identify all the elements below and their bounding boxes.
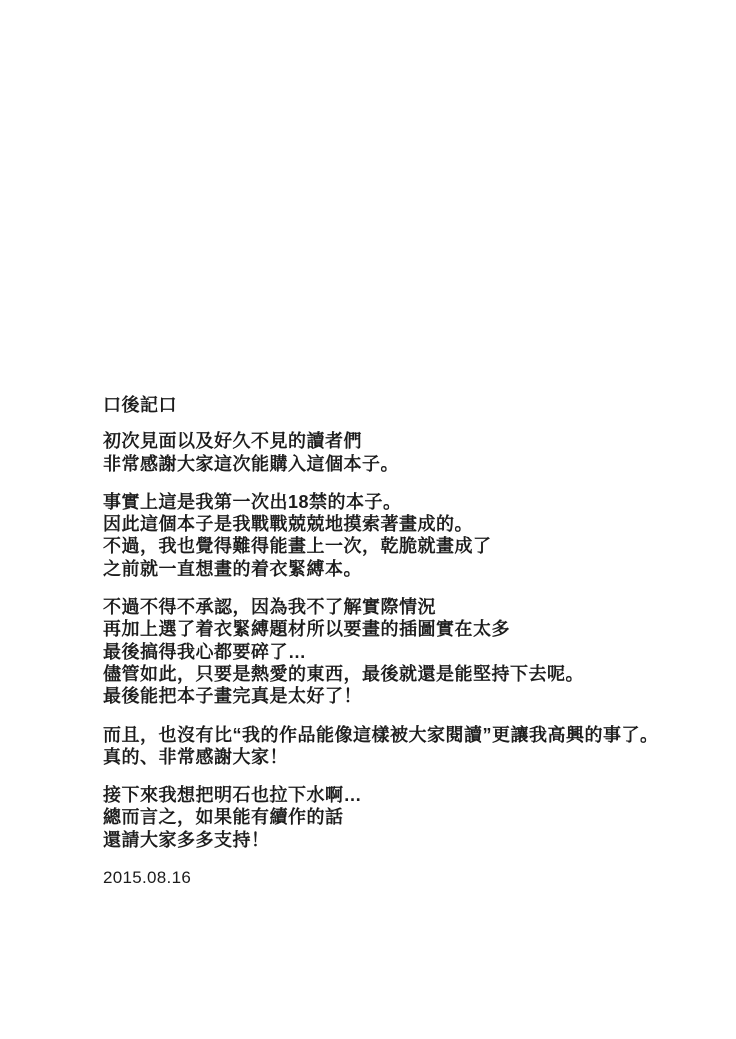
text-line: 總而言之，如果能有續作的話	[103, 807, 344, 828]
text-line: 再加上選了着衣緊縛題材所以要畫的插圖實在太多	[103, 619, 510, 640]
text-line: 因此這個本子是我戰戰兢兢地摸索著畫成的。	[103, 514, 473, 535]
paragraph-greeting	[103, 430, 693, 475]
text-line: 之前就一直想畫的着衣緊縛本。	[103, 558, 362, 579]
text-line: 接下來我想把明石也拉下水啊…	[103, 785, 362, 806]
text-line: 初次見面以及好久不見的讀者們	[103, 431, 362, 452]
date-line: 2015.08.16	[103, 868, 192, 888]
paragraph-struggle	[103, 596, 693, 707]
paragraph-future	[103, 784, 693, 851]
text-line: 而且，也沒有比“我的作品能像這樣被大家閱讀”更讓我高興的事了。	[103, 724, 659, 745]
text-line: 最後搞得我心都要碎了…	[103, 641, 307, 662]
paragraph-first-r18	[103, 491, 693, 580]
afterword-heading: 口後記口	[103, 395, 177, 415]
text-line: 不過，我也覺得難得能畫上一次，乾脆就畫成了	[103, 536, 492, 557]
text-line: 真的、非常感謝大家！	[103, 746, 288, 767]
paragraph-thanks	[103, 724, 693, 769]
afterword-content	[103, 394, 693, 889]
text-line: 不過不得不承認，因為我不了解實際情況	[103, 597, 436, 618]
text-line: 最後能把本子畫完真是太好了！	[103, 686, 362, 707]
text-line: 還請大家多多支持！	[103, 829, 270, 850]
text-line: 儘管如此，只要是熱愛的東西，最後就還是能堅持下去呢。	[103, 663, 584, 684]
text-line: 事實上這是我第一次出18禁的本子。	[103, 491, 402, 512]
text-line: 非常感謝大家這次能購入這個本子。	[103, 453, 399, 474]
